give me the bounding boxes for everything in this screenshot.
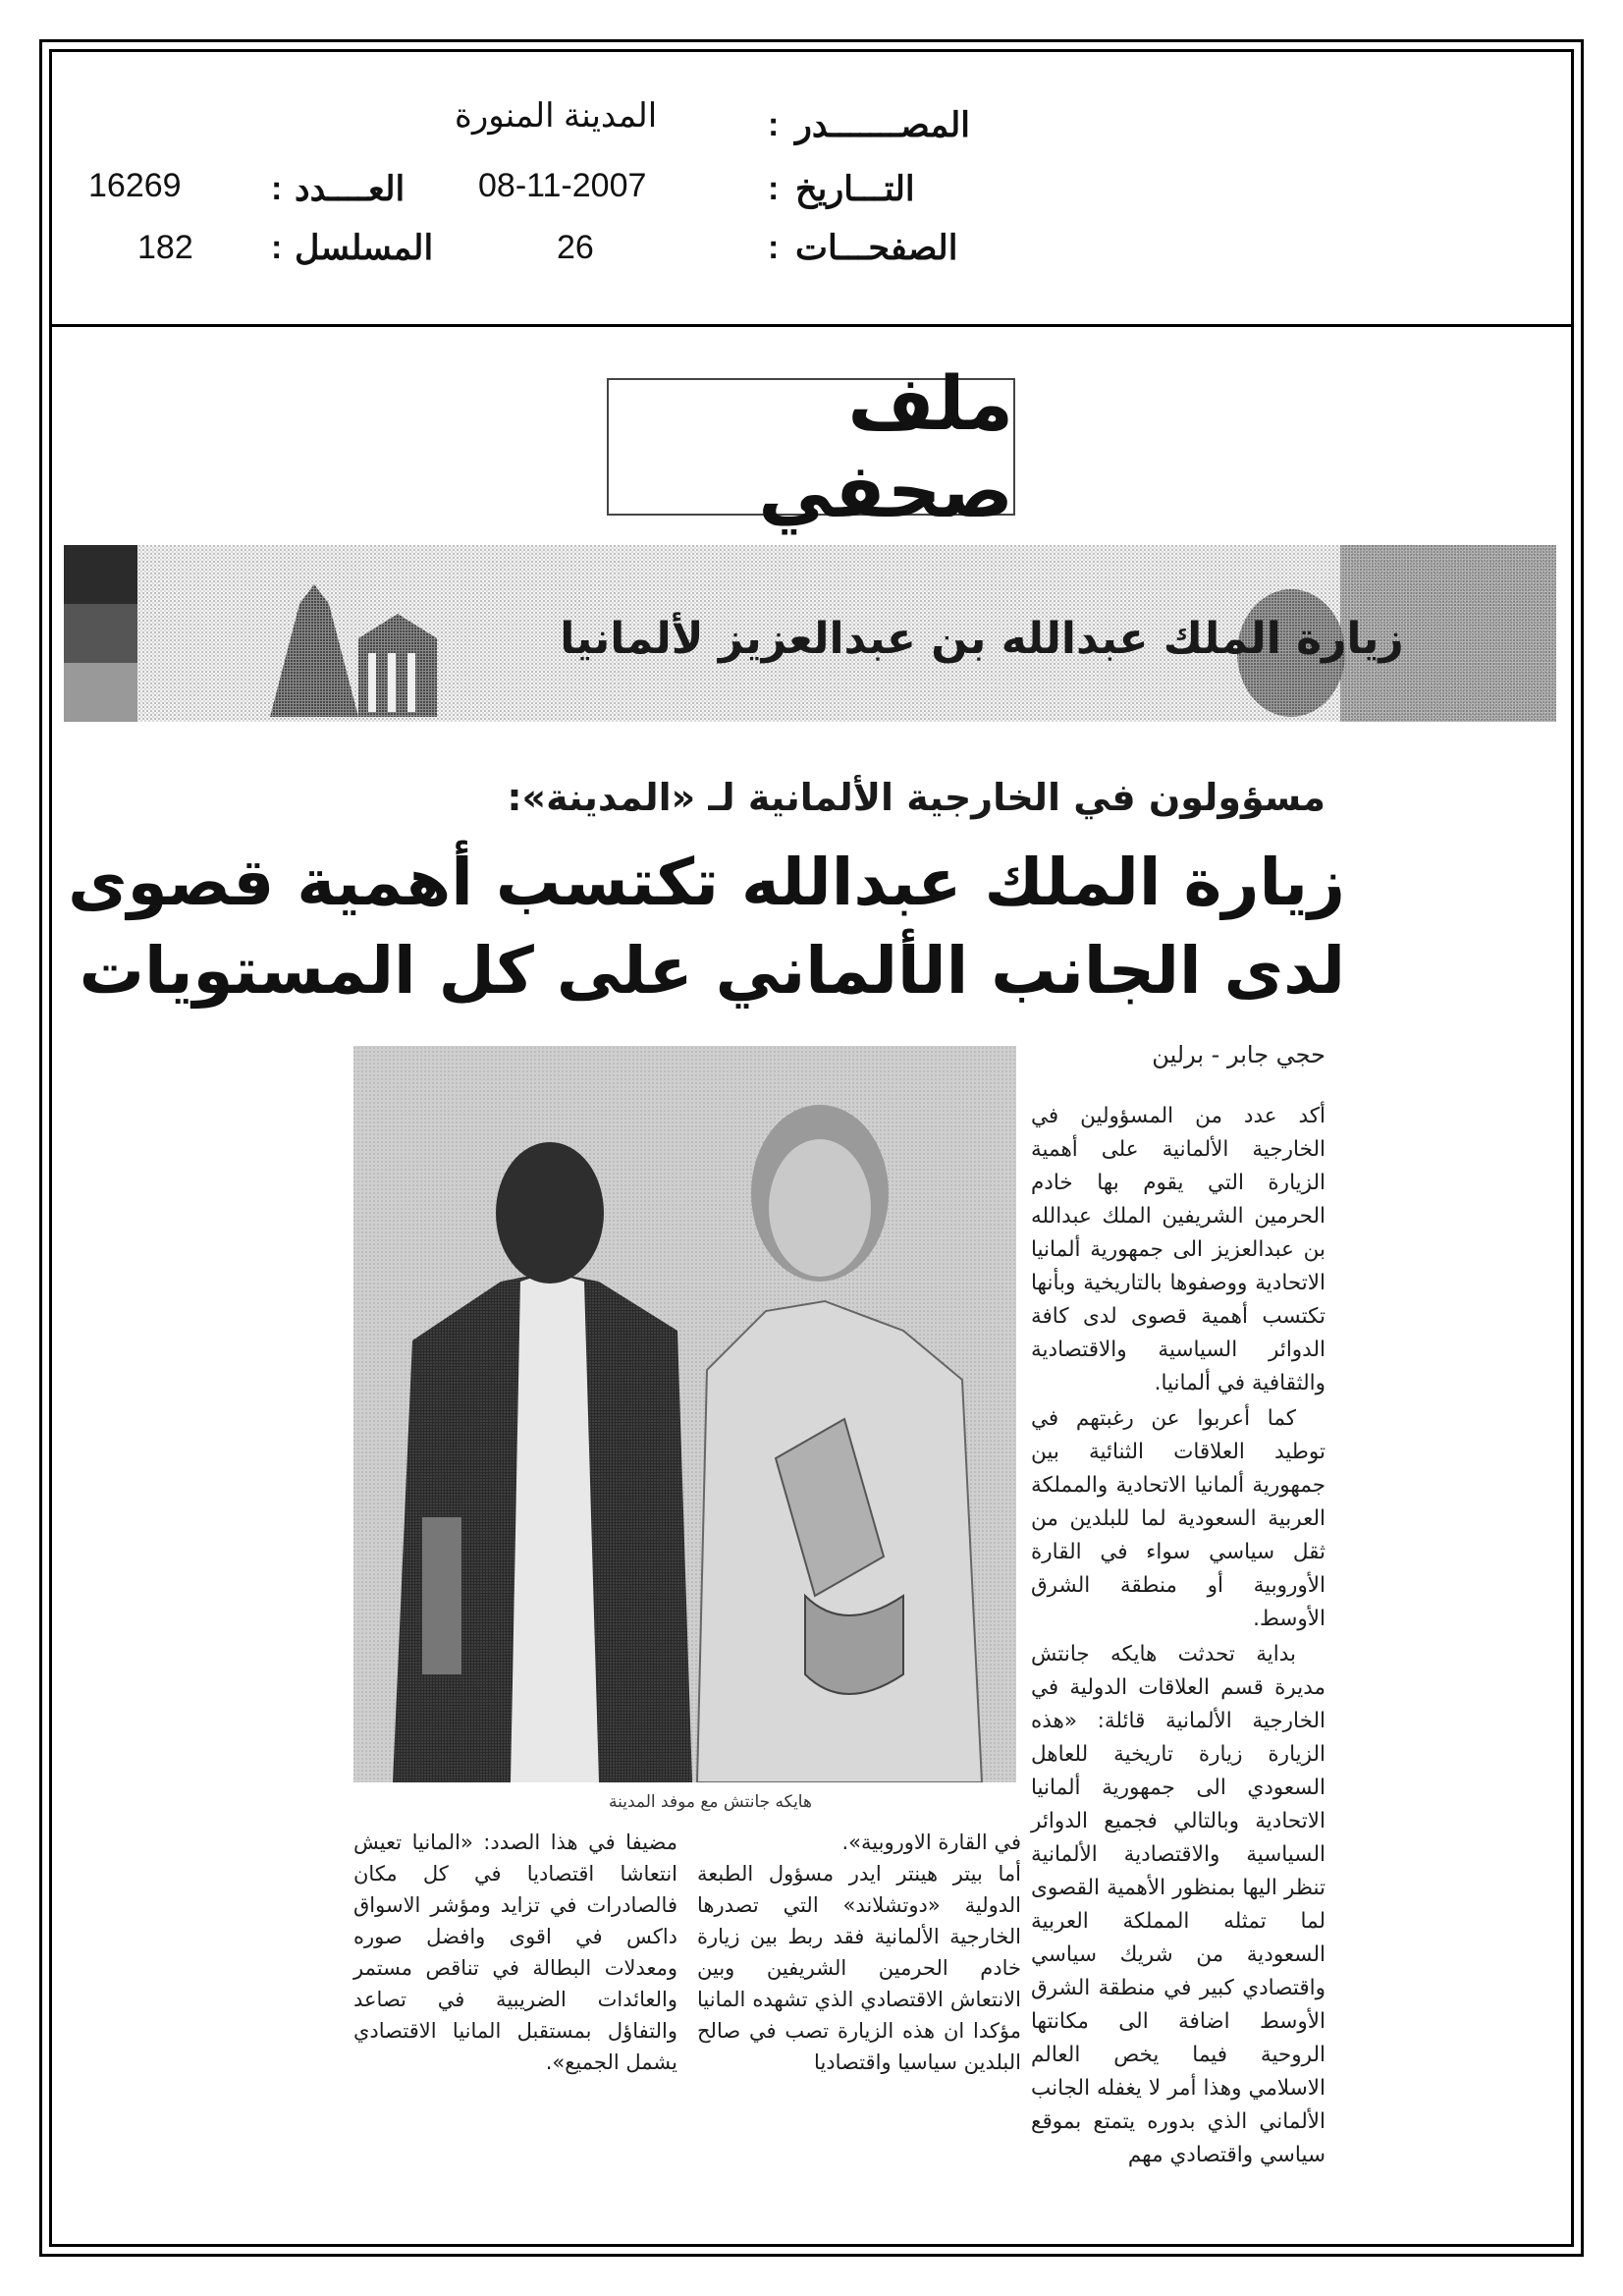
serial-label: المسلسل [295,229,434,267]
source-value: المدينة المنورة [455,97,658,135]
visit-banner [64,545,1556,722]
photo-graphic [353,1046,1016,1782]
person-left-head [496,1142,604,1284]
flag-stripe-mid [64,604,137,663]
person-left-book [422,1517,461,1674]
article-headline-line2: لدى الجانب الألماني على كل المستويات [79,933,1345,1009]
source-colon: : [768,106,780,143]
date-colon: : [768,170,780,207]
issue-colon: : [271,170,283,207]
pages-label: الصفحـــات [795,229,958,267]
header-divider [49,324,1574,327]
article-kicker: مسؤولون في الخارجية الألمانية لـ «المدينة»: [507,776,1325,819]
col-c-paragraph: مضيفا في هذا الصدد: «المانيا تعيش انتعاشا اقتصاديا في كل مكان فالصادرات في تزايد ومؤشر الاسواق داكس في اقوى وافضل صوره ومعدلات البطالة في تناقص مستمر والعائدات الضريبية في تصاعد والتفاؤل بمستقبل المانيا الاقتصادي يشمل الجميع». [353,1831,677,2074]
source-label: المصـــــــدر [795,106,971,144]
banner-caption: زيارة الملك عبدالله بن عبدالعزيز لألمانيا [560,614,1404,664]
flag-stripe-light [64,663,137,722]
press-file-title-box [607,359,1015,534]
main-paragraph: بداية تحدثت هايكه جانتش مديرة قسم العلاقات الدولية في الخارجية الألمانية قائلة: «هذه الزيارة زيارة تاريخية للعاهل السعودي الى جمهورية ألمانيا الاتحادية وبالتالي فجميع الدوائر السياسية والاقتصادية الألمانية تنظر اليها بمنظور الأهمية القصوى لما تمثله المملكة العربية السعودية من شريك سياسي واقتصادي كبير في منطقة الشرق الأوسط اضافة الى مكانتها الروحية فيما يخص العالم الاسلامي وهذا أمر لا يغفله الجانب الألماني الذي بدوره يتمتع بموقع سياسي واقتصادي مهم [1031,1642,1325,2167]
issue-value: 16269 [88,167,182,204]
article-byline: حجي جابر - برلين [1152,1041,1325,1068]
pages-value: 26 [557,229,594,266]
newspaper-clipping [68,776,1384,2167]
serial-colon: : [271,229,283,266]
col-b-paragraph: في القارة الاوروبية». [841,1831,1021,1854]
press-file-title: ملف صحفي [758,359,1013,534]
article-headline-line1: زيارة الملك عبدالله تكتسب أهمية قصوى [68,845,1345,920]
serial-value: 182 [137,229,193,266]
main-paragraph: أكد عدد من المسؤولين في الخارجية الألمانية على أهمية الزيارة التي يقوم بها خادم الحرمين الشريفين الملك عبدالله بن عبدالعزيز الى جمهورية ألمانيا الاتحادية ووصفوها بالتاريخية وبأنها تكتسب أهمية قصوى لدى كافة الدوائر السياسية والاقتصادية والثقافية في ألمانيا. [1031,1104,1325,1395]
person-left-shirt [511,1272,599,1782]
article-column-c [353,1827,677,2078]
article-photo [353,1046,1016,1782]
photo-caption: هايكه جانتش مع موفد المدينة [609,1792,812,1812]
date-label: التـــاريخ [795,170,915,208]
banner-graphic [64,545,1556,722]
article-main-column [1031,1100,1325,2174]
col-b-paragraph: أما بيتر هينتر ايدر مسؤول الطبعة الدولية «دوتشلاند» التي تصدرها الخارجية الألمانية فقد ربط بين زيارة خادم الحرمين الشريفين وبين الانتعاش الاقتصادي الذي تشهده المانيا مؤكدا ان هذه الزيارة تصب في صالح البلدين سياسيا واقتصاديا [697,1862,1021,2074]
flag-stripe-dark [64,545,137,604]
main-paragraph: كما أعربوا عن رغبتهم في توطيد العلاقات الثنائية بين جمهورية ألمانيا الاتحادية والمملكة العربية السعودية لما للبلدين من ثقل سياسي سواء في القارة الأوروبية أو منطقة الشرق الأوسط. [1031,1406,1325,1631]
person-right-face [769,1139,871,1277]
pages-colon: : [768,229,780,266]
date-value: 08-11-2007 [478,167,647,204]
article-column-b [697,1827,1021,2078]
issue-label: العــــدد [295,170,406,208]
